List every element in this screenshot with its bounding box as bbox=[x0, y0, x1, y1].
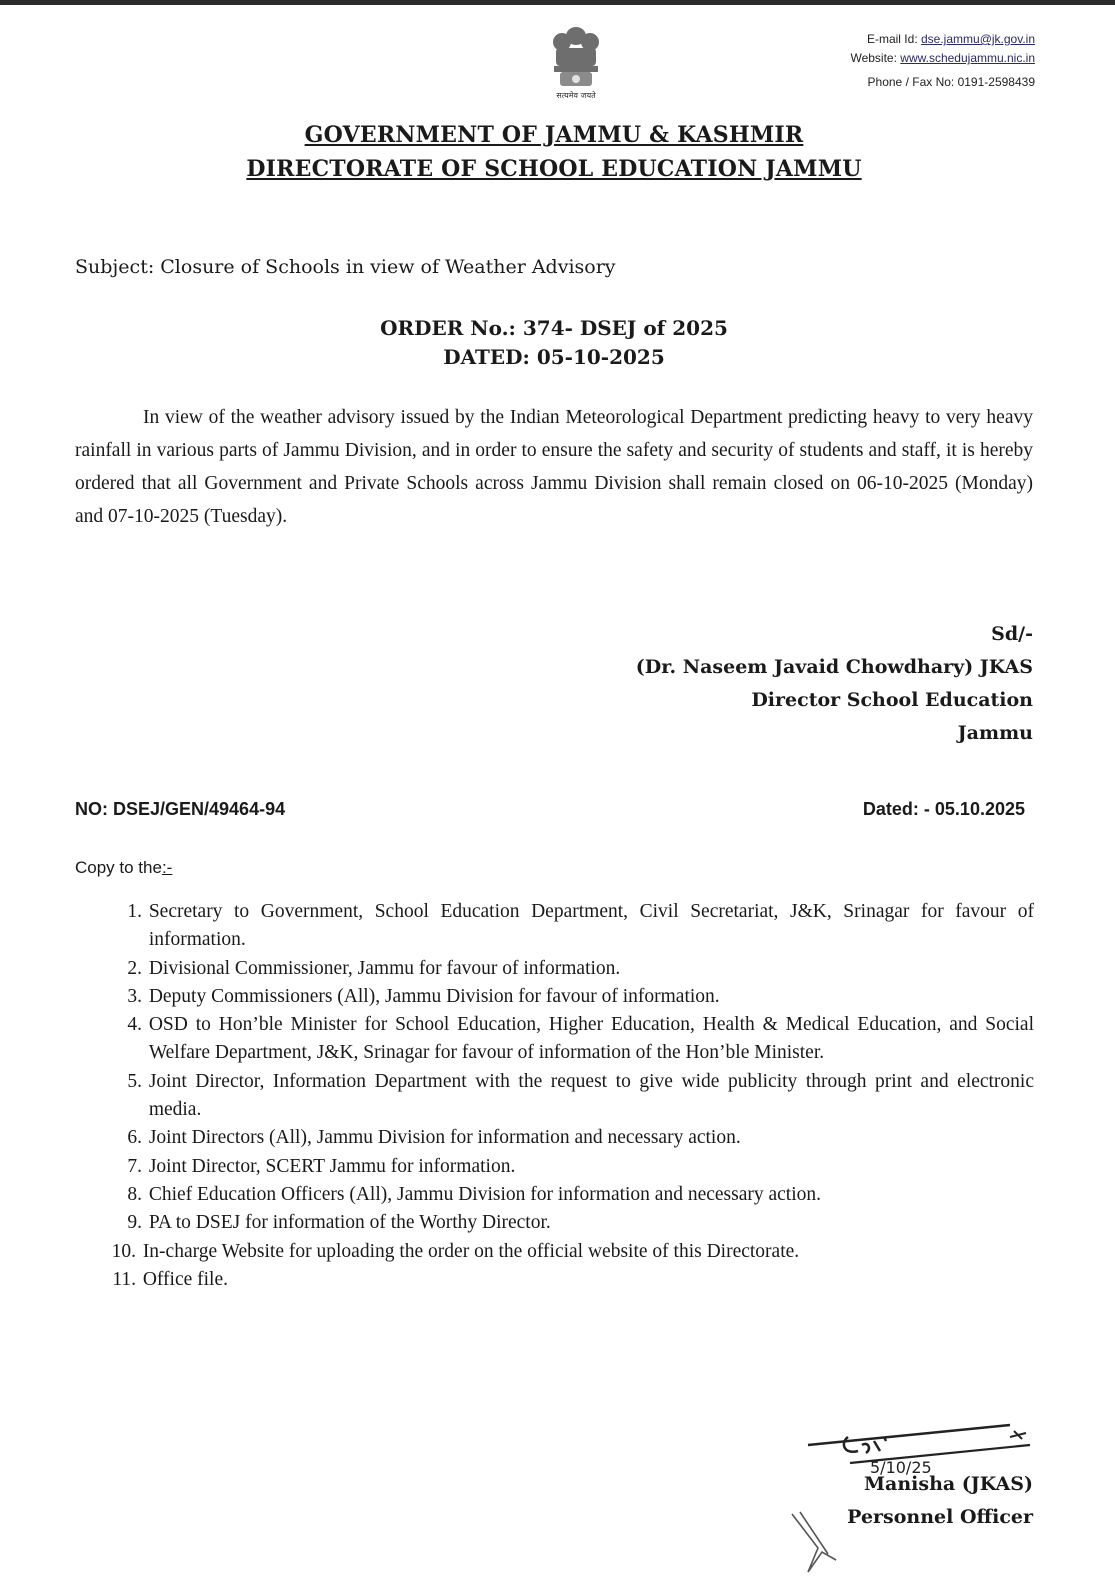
copy-to-item-number: 2. bbox=[127, 957, 142, 979]
copy-to-item bbox=[100, 898, 1034, 955]
contact-block bbox=[850, 30, 1035, 92]
phone-fax: Phone / Fax No: 0191-2598439 bbox=[867, 75, 1035, 89]
copy-to-item-text: Deputy Commissioners (All), Jammu Division for favour of information. bbox=[148, 985, 720, 1007]
copy-to-item bbox=[100, 1238, 1034, 1266]
email-label: E-mail Id: bbox=[866, 32, 918, 46]
email-line bbox=[850, 30, 1035, 49]
copy-to-item-number: 1. bbox=[127, 901, 142, 922]
copy-to-item bbox=[100, 1068, 1034, 1125]
copy-to-item-text: Office file. bbox=[142, 1268, 228, 1290]
website-link[interactable]: www.schedujammu.nic.in bbox=[900, 51, 1035, 65]
copy-to-item-text: Joint Directors (All), Jammu Division for information and necessary action. bbox=[148, 1127, 741, 1149]
subject-line: Subject: Closure of Schools in view of Weather Advisory bbox=[75, 256, 616, 278]
copy-to-item-number: 8. bbox=[127, 1183, 142, 1205]
initials-scribble bbox=[788, 1508, 848, 1578]
copy-to-item-number: 4. bbox=[127, 1014, 142, 1036]
issuer-name: Manisha (JKAS) bbox=[864, 1473, 1033, 1495]
website-line bbox=[850, 49, 1035, 68]
copy-to-item bbox=[100, 1209, 1034, 1237]
copy-to-item-text: Chief Education Officers (All), Jammu Division for information and necessary action. bbox=[148, 1183, 822, 1205]
issuer-block bbox=[847, 1468, 1033, 1534]
copy-to-item-number: 3. bbox=[127, 985, 142, 1007]
website-label: Website: bbox=[850, 51, 897, 65]
emblem-caption: सत्यमेव जयते bbox=[556, 91, 596, 100]
copy-to-item bbox=[100, 1011, 1034, 1068]
sd-mark: Sd/- bbox=[991, 623, 1033, 645]
copy-to-list bbox=[100, 898, 1034, 1294]
top-border bbox=[0, 0, 1115, 5]
directorate-title: DIRECTORATE OF SCHOOL EDUCATION JAMMU bbox=[246, 156, 862, 182]
copy-to-item-number: 9. bbox=[127, 1212, 142, 1234]
order-date: DATED: 05-10-2025 bbox=[443, 345, 665, 369]
handwritten-signature bbox=[800, 1415, 1040, 1475]
national-emblem-icon bbox=[540, 22, 612, 102]
copy-to-item-text: In-charge Website for uploading the order on the official website of this Directorate. bbox=[142, 1240, 800, 1262]
copy-to-label: Copy to the:- bbox=[75, 858, 173, 877]
copy-to-item-text: OSD to Hon’ble Minister for School Education, Higher Education, Health & Medical Education, and Social Welfare Department, J&K, Srinagar for favour of information of the Hon’ble Minister. bbox=[148, 1014, 1034, 1064]
government-title: GOVERNMENT OF JAMMU & KASHMIR bbox=[304, 122, 804, 148]
copy-to-item-number: 10. bbox=[111, 1240, 136, 1262]
director-designation: Director School Education bbox=[751, 689, 1033, 711]
copy-to-item bbox=[100, 1124, 1034, 1152]
copy-to-item-number: 5. bbox=[127, 1070, 142, 1092]
order-number: ORDER No.: 374- DSEJ of 2025 bbox=[380, 316, 728, 340]
reference-line bbox=[75, 799, 1025, 820]
copy-to-item-text: Divisional Commissioner, Jammu for favour of information. bbox=[148, 957, 621, 979]
signature-date: 5/10/25 bbox=[870, 1458, 932, 1475]
director-place: Jammu bbox=[957, 722, 1033, 744]
copy-to-item bbox=[100, 983, 1034, 1011]
email-link[interactable]: dse.jammu@jk.gov.in bbox=[921, 32, 1035, 46]
director-signature-block bbox=[636, 618, 1033, 750]
copy-to-item bbox=[100, 1181, 1034, 1209]
copy-to-item bbox=[100, 955, 1034, 983]
copy-to-item bbox=[100, 1266, 1034, 1294]
copy-to-item-text: Joint Director, Information Department with the request to give wide publicity through print and electronic media. bbox=[148, 1070, 1034, 1121]
copy-to-item-text: Secretary to Government, School Education Department, Civil Secretariat, J&K, Srinagar for favour of information. bbox=[148, 901, 1034, 951]
director-name: (Dr. Naseem Javaid Chowdhary) JKAS bbox=[635, 656, 1033, 678]
copy-to-item bbox=[100, 1153, 1034, 1181]
copy-to-item-text: PA to DSEJ for information of the Worthy Director. bbox=[148, 1212, 551, 1234]
order-body: In view of the weather advisory issued by the Indian Meteorological Department predicting heavy to very heavy rainfall in various parts of Jammu Division, and in order to ensure the safety and security of students and staff, it is hereby ordered that all Government and Private Schools across Jammu Division shall remain closed on 06-10-2025 (Monday) and 07-10-2025 (Tuesday). bbox=[75, 407, 1033, 527]
copy-to-item-number: 6. bbox=[127, 1127, 142, 1149]
copy-to-item-text: Joint Director, SCERT Jammu for information. bbox=[148, 1155, 516, 1177]
copy-to-item-number: 11. bbox=[112, 1268, 136, 1290]
issuer-designation: Personnel Officer bbox=[847, 1506, 1033, 1528]
reference-number: NO: DSEJ/GEN/49464-94 bbox=[75, 799, 286, 819]
copy-to-item-number: 7. bbox=[127, 1155, 142, 1177]
reference-date: Dated: - 05.10.2025 bbox=[862, 799, 1025, 819]
